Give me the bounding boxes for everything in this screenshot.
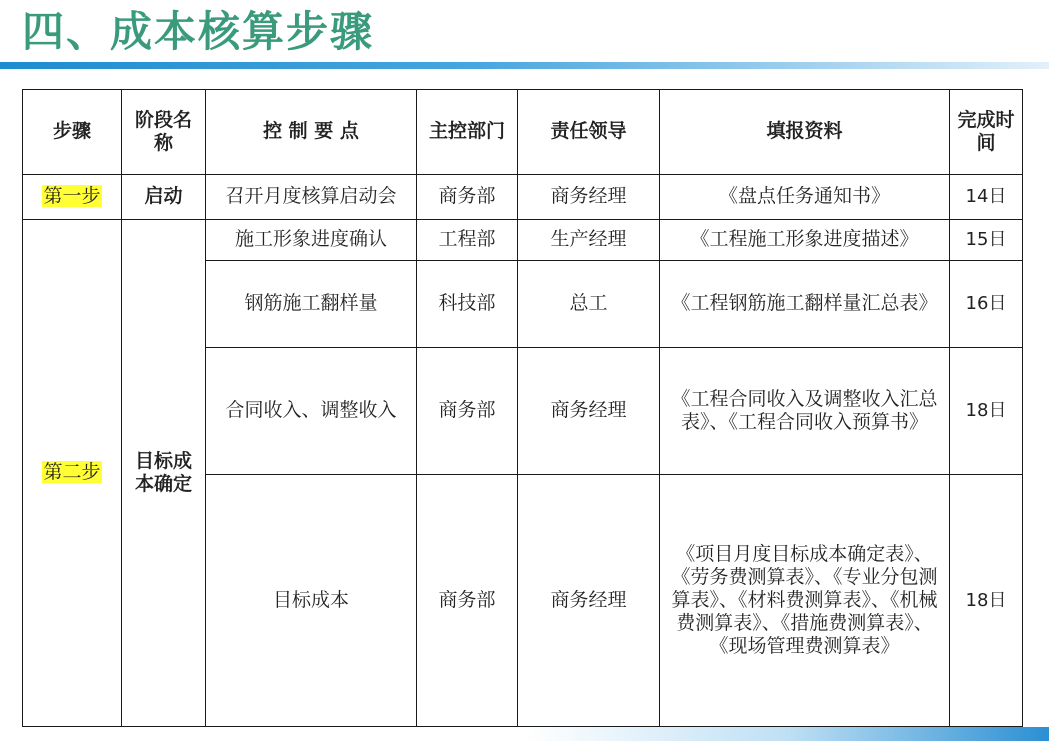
leader-cell: 生产经理 bbox=[518, 219, 660, 260]
control-point-cell: 施工形象进度确认 bbox=[206, 219, 417, 260]
docs-cell: 《工程施工形象进度描述》 bbox=[660, 219, 950, 260]
page-title: 四、成本核算步骤 bbox=[22, 7, 375, 56]
docs-cell: 《工程钢筋施工翻样量汇总表》 bbox=[660, 261, 950, 348]
control-point-cell: 目标成本 bbox=[206, 475, 417, 727]
phase-cell: 目标成本确定 bbox=[122, 219, 206, 726]
docs-cell: 《盘点任务通知书》 bbox=[660, 174, 950, 219]
table-row bbox=[23, 219, 1023, 260]
table-header-row bbox=[23, 90, 1023, 175]
control-point-cell: 合同收入、调整收入 bbox=[206, 347, 417, 475]
step-label-highlighted: 第一步 bbox=[43, 185, 101, 208]
dept-cell: 商务部 bbox=[417, 347, 518, 475]
step-label-highlighted: 第二步 bbox=[43, 461, 101, 484]
header-docs: 填报资料 bbox=[660, 90, 950, 175]
dept-cell: 科技部 bbox=[417, 261, 518, 348]
docs-cell: 《工程合同收入及调整收入汇总表》、《工程合同收入预算书》 bbox=[660, 347, 950, 475]
cost-accounting-table bbox=[22, 89, 1023, 727]
step-cell bbox=[23, 174, 122, 219]
time-cell: 18日 bbox=[950, 475, 1023, 727]
phase-cell: 启动 bbox=[122, 174, 206, 219]
footer-decoration-bar bbox=[0, 727, 1049, 741]
header-control: 控 制 要 点 bbox=[206, 90, 417, 175]
control-point-cell: 召开月度核算启动会 bbox=[206, 174, 417, 219]
table-row bbox=[23, 174, 1023, 219]
leader-cell: 商务经理 bbox=[518, 347, 660, 475]
time-cell: 15日 bbox=[950, 219, 1023, 260]
header-time: 完成时间 bbox=[950, 90, 1023, 175]
dept-cell: 工程部 bbox=[417, 219, 518, 260]
time-cell: 14日 bbox=[950, 174, 1023, 219]
step-cell bbox=[23, 219, 122, 726]
header-dept: 主控部门 bbox=[417, 90, 518, 175]
leader-cell: 总工 bbox=[518, 261, 660, 348]
leader-cell: 商务经理 bbox=[518, 174, 660, 219]
header-phase: 阶段名称 bbox=[122, 90, 206, 175]
time-cell: 18日 bbox=[950, 347, 1023, 475]
title-underline-bar bbox=[0, 62, 1049, 69]
leader-cell: 商务经理 bbox=[518, 475, 660, 727]
control-point-cell: 钢筋施工翻样量 bbox=[206, 261, 417, 348]
header-leader: 责任领导 bbox=[518, 90, 660, 175]
dept-cell: 商务部 bbox=[417, 475, 518, 727]
dept-cell: 商务部 bbox=[417, 174, 518, 219]
docs-cell: 《项目月度目标成本确定表》、《劳务费测算表》、《专业分包测算表》、《材料费测算表》、《机械费测算表》、《措施费测算表》、《现场管理费测算表》 bbox=[660, 475, 950, 727]
time-cell: 16日 bbox=[950, 261, 1023, 348]
header-step: 步骤 bbox=[23, 90, 122, 175]
